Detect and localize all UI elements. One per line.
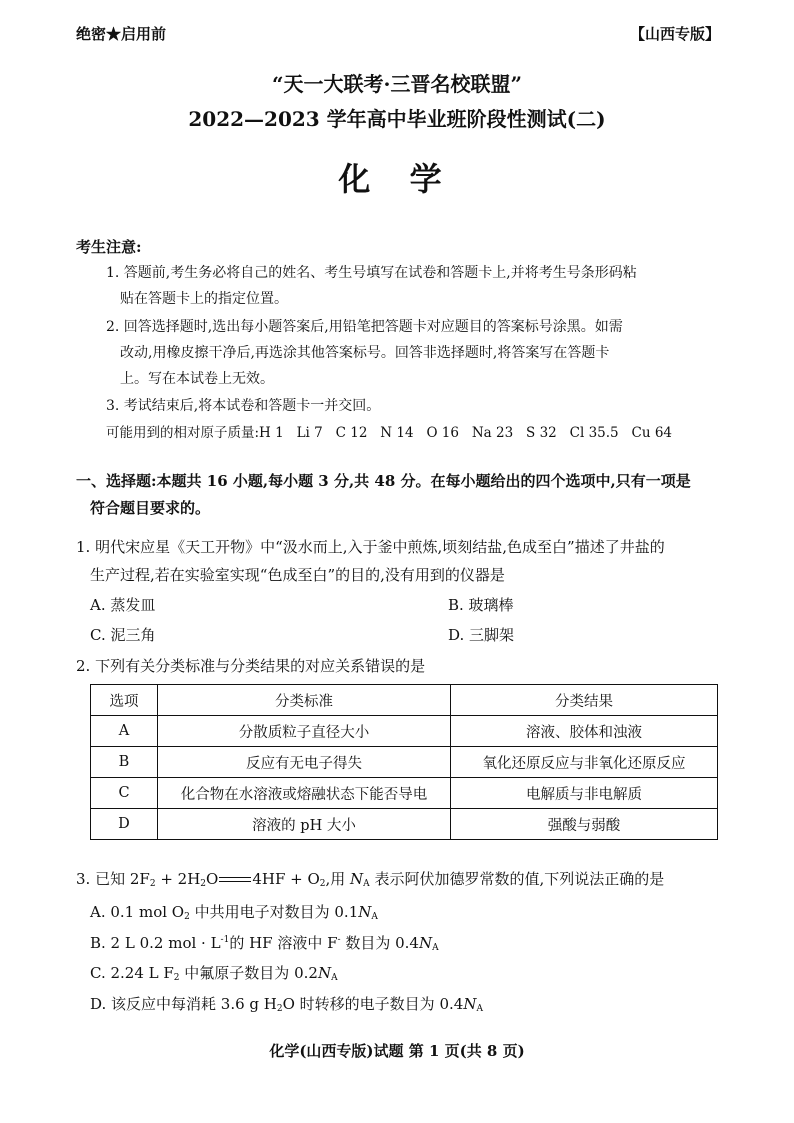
superscript: - <box>337 935 341 945</box>
table-header-standard: 分类标准 <box>158 685 451 716</box>
exam-title: 2022—2023 学年高中毕业班阶段性测试(二) <box>188 107 606 131</box>
question-1-stem-line-1: 1. 明代宋应星《天工开物》中“汲水而上,入于釜中煎炼,顷刻结盐,色成至白”描述了井盐的 <box>76 538 665 556</box>
notice-item-1-line-1: 1. 答题前,考生务必将自己的姓名、考生号填写在试卷和答题卡上,并将考生号条形码粘 <box>106 265 637 281</box>
subscript: A <box>331 973 338 983</box>
page-footer: 化学(山西专版)试题 第 1 页(共 8 页) <box>269 1042 525 1060</box>
q3-stem-part: 表示阿伏加德罗常数的值,下列说法正确的是 <box>369 870 665 888</box>
table-header-row <box>91 685 718 716</box>
table-cell-option: D <box>91 809 158 840</box>
subscript: 2 <box>184 912 190 922</box>
table-cell-standard: 反应有无电子得失 <box>158 747 451 778</box>
edition-label: 【山西专版】 <box>630 25 721 43</box>
subscript: A <box>371 912 378 922</box>
subscript: A <box>476 1004 483 1014</box>
subscript: A <box>363 879 370 889</box>
table-cell-standard: 分散质粒子直径大小 <box>158 716 451 747</box>
option-text: A. 0.1 mol O <box>90 903 185 921</box>
table-row <box>91 716 718 747</box>
table-cell-standard: 溶液的 pH 大小 <box>158 809 451 840</box>
question-3-option-c <box>90 962 338 983</box>
table-row <box>91 747 718 778</box>
subscript: 2 <box>200 879 207 889</box>
table-cell-standard: 化合物在水溶液或熔融状态下能否导电 <box>158 778 451 809</box>
subject-title: 化 学 <box>338 160 456 198</box>
table-cell-option: B <box>91 747 158 778</box>
subscript: 2 <box>276 1004 283 1014</box>
q3-stem-part: ,用 <box>325 870 351 888</box>
option-text: 的 HF 溶液中 F <box>229 934 338 952</box>
question-1-stem-line-2: 生产过程,若在实验室实现“色成至白”的目的,没有用到的仪器是 <box>90 566 505 584</box>
option-text: O 时转移的电子数目为 0.4 <box>282 995 464 1013</box>
option-text: 数目为 0.4 <box>340 934 419 952</box>
question-3-option-a <box>90 901 378 922</box>
avogadro-symbol: N <box>463 995 477 1013</box>
confidential-label: 绝密★启用前 <box>76 25 167 43</box>
notice-item-1-line-2: 贴在答题卡上的指定位置。 <box>120 291 288 307</box>
section-1-heading-line-2: 符合题目要求的。 <box>90 499 211 517</box>
question-1-option-a: A. 蒸发皿 <box>90 596 156 614</box>
table-cell-result: 电解质与非电解质 <box>451 778 718 809</box>
notice-item-2-line-1: 2. 回答选择题时,选出每小题答案后,用铅笔把答题卡对应题目的答案标号涂黑。如需 <box>106 319 623 335</box>
avogadro-symbol: N <box>418 934 433 952</box>
subscript: 2 <box>149 879 156 889</box>
superscript: -1 <box>220 935 230 945</box>
table-cell-result: 强酸与弱酸 <box>451 809 718 840</box>
atomic-mass-line: 可能用到的相对原子质量:H 1 Li 7 C 12 N 14 O 16 Na 23 S 32 Cl 35.5 Cu 64 <box>106 425 673 441</box>
classification-table <box>90 684 718 840</box>
q3-stem-part: + 2H <box>155 870 201 888</box>
table-cell-option: A <box>91 716 158 747</box>
table-row <box>91 778 718 809</box>
avogadro-symbol: N <box>358 903 372 921</box>
question-1-option-c: C. 泥三角 <box>90 626 156 644</box>
option-text: 中共用电子对数目为 0.1 <box>189 903 359 921</box>
question-1-option-d: D. 三脚架 <box>448 626 515 644</box>
question-2-stem: 2. 下列有关分类标准与分类结果的对应关系错误的是 <box>76 657 426 675</box>
q3-stem-part: 3. 已知 2F <box>76 870 150 888</box>
table-row <box>91 809 718 840</box>
notice-item-3: 3. 考试结束后,将本试卷和答题卡一并交回。 <box>106 398 381 414</box>
subscript: 2 <box>173 973 180 983</box>
option-text: 中氟原子数目为 0.2 <box>179 964 318 982</box>
table-cell-result: 氧化还原反应与非氧化还原反应 <box>451 747 718 778</box>
exam-series-title: “天一大联考·三晋名校联盟” <box>272 72 522 96</box>
q3-stem-part: 4HF + O <box>252 870 320 888</box>
notice-item-2-line-3: 上。写在本试卷上无效。 <box>120 371 274 387</box>
question-3-option-d <box>90 993 483 1014</box>
notice-heading: 考生注意: <box>76 238 142 256</box>
table-header-option: 选项 <box>91 685 158 716</box>
question-1-option-b: B. 玻璃棒 <box>448 596 514 614</box>
avogadro-symbol: N <box>317 964 332 982</box>
table-cell-option: C <box>91 778 158 809</box>
reaction-equals-sign <box>219 876 251 884</box>
question-3-option-b <box>90 932 439 953</box>
option-text: B. 2 L 0.2 mol · L <box>90 934 221 952</box>
avogadro-symbol: N <box>350 870 364 888</box>
option-text: C. 2.24 L F <box>90 964 174 982</box>
section-1-heading-line-1: 一、选择题:本题共 16 小题,每小题 3 分,共 48 分。在每小题给出的四个选项中,只有一项是 <box>76 472 691 490</box>
q3-stem-part: O <box>206 870 219 888</box>
subscript: A <box>432 943 439 953</box>
table-cell-result: 溶液、胶体和浊液 <box>451 716 718 747</box>
table-header-result: 分类结果 <box>451 685 718 716</box>
notice-item-2-line-2: 改动,用橡皮擦干净后,再选涂其他答案标号。回答非选择题时,将答案写在答题卡 <box>120 345 610 361</box>
question-3-stem <box>76 868 664 889</box>
subscript: 2 <box>319 879 326 889</box>
option-text: D. 该反应中每消耗 3.6 g H <box>90 995 277 1013</box>
